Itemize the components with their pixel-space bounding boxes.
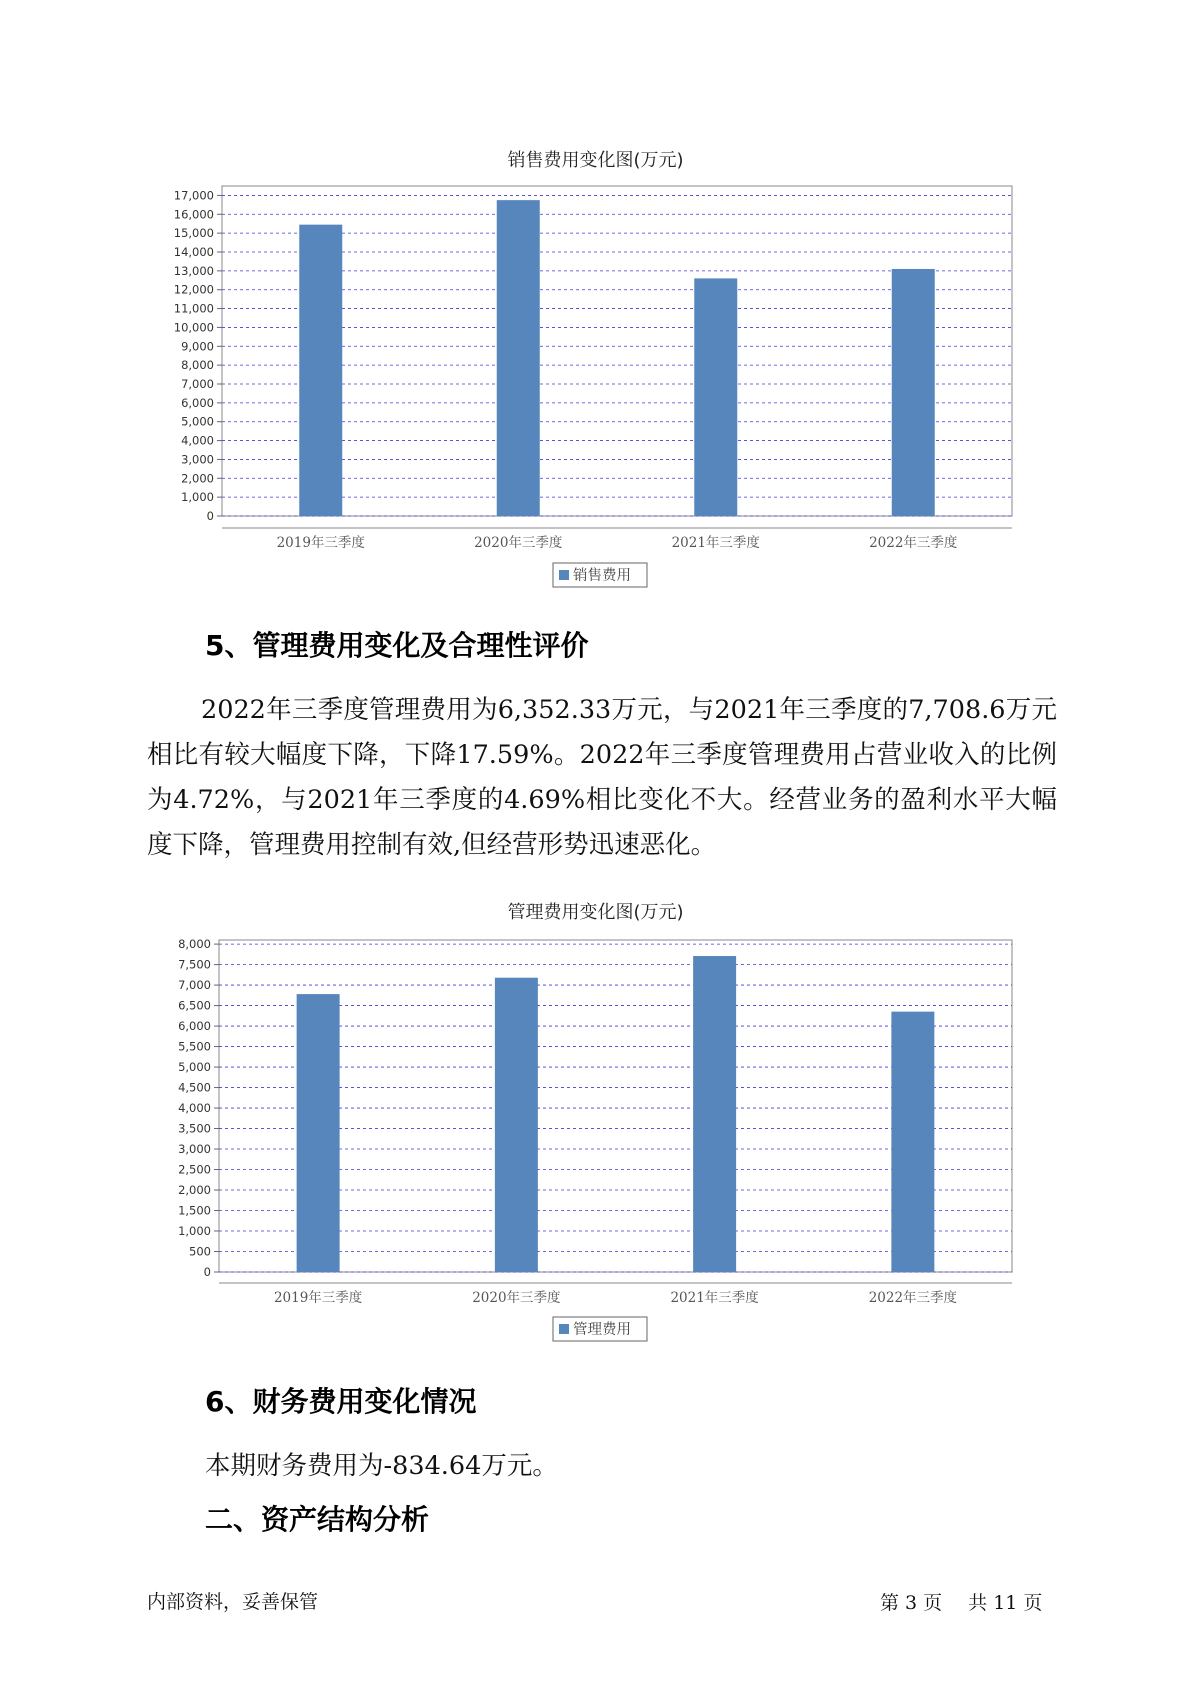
- page-total: 11: [993, 1592, 1018, 1614]
- y-tick-label: 0: [206, 509, 214, 523]
- y-tick-label: 17,000: [173, 188, 214, 203]
- bar: [891, 1012, 934, 1272]
- x-tick-label: 2021年三季度: [670, 1290, 759, 1306]
- y-tick-label: 16,000: [173, 207, 214, 222]
- page-prefix: 第: [880, 1592, 900, 1614]
- y-tick-label: 3,500: [178, 1121, 211, 1136]
- y-tick-label: 2,500: [178, 1162, 211, 1177]
- bar: [693, 956, 736, 1272]
- section2-heading: 二、资产结构分析: [205, 1503, 430, 1536]
- y-tick-label: 7,000: [178, 978, 211, 993]
- y-tick-label: 1,000: [181, 490, 214, 505]
- page-unit: 页: [923, 1592, 943, 1614]
- y-tick-label: 1,500: [178, 1203, 211, 1218]
- x-tick-label: 2022年三季度: [869, 535, 958, 551]
- y-tick-label: 2,000: [181, 471, 214, 486]
- x-tick-label: 2020年三季度: [472, 1290, 561, 1306]
- y-tick-label: 6,000: [181, 395, 214, 410]
- y-tick-label: 11,000: [173, 301, 214, 316]
- chart-title-sales: 销售费用变化图(万元): [507, 150, 684, 171]
- y-tick-label: 13,000: [173, 263, 214, 278]
- bar: [495, 978, 538, 1272]
- y-tick-label: 9,000: [181, 339, 214, 354]
- y-tick-label: 3,000: [181, 452, 214, 467]
- legend-label: 销售费用: [573, 568, 631, 584]
- total-prefix: 共: [968, 1592, 988, 1614]
- y-tick-label: 8,000: [178, 937, 211, 952]
- x-tick-label: 2019年三季度: [273, 1290, 363, 1306]
- section5-heading: 5、管理费用变化及合理性评价: [205, 629, 589, 662]
- y-tick-label: 10,000: [173, 320, 214, 335]
- y-tick-label: 4,500: [178, 1080, 211, 1095]
- y-tick-label: 7,000: [181, 377, 214, 391]
- bar: [297, 994, 340, 1272]
- y-tick-label: 15,000: [173, 226, 214, 241]
- y-tick-label: 500: [189, 1244, 211, 1259]
- x-tick-label: 2022年三季度: [868, 1290, 958, 1306]
- legend-swatch: [559, 1324, 569, 1334]
- x-tick-label: 2021年三季度: [671, 535, 760, 551]
- footer-confidential-note: 内部资料，妥善保管: [147, 1591, 319, 1613]
- legend-label: 管理费用: [573, 1322, 631, 1338]
- y-tick-label: 7,500: [178, 957, 211, 972]
- x-tick-label: 2019年三季度: [276, 535, 365, 551]
- y-tick-label: 12,000: [173, 282, 214, 297]
- y-tick-label: 0: [203, 1265, 211, 1279]
- footer-page-number: [880, 1588, 1048, 1615]
- y-tick-label: 5,000: [181, 414, 214, 429]
- legend: [553, 1317, 647, 1341]
- y-tick-label: 6,500: [178, 998, 211, 1013]
- y-tick-label: 1,000: [178, 1224, 211, 1239]
- total-unit: 页: [1023, 1592, 1043, 1614]
- y-tick-label: 4,000: [178, 1101, 211, 1116]
- section6-paragraph: 本期财务费用为-834.64万元。: [205, 1451, 558, 1481]
- x-tick-label: 2020年三季度: [474, 535, 563, 551]
- y-tick-label: 2,000: [178, 1183, 211, 1198]
- y-tick-label: 6,000: [178, 1019, 211, 1034]
- y-tick-label: 8,000: [181, 358, 214, 373]
- page-current: 3: [905, 1592, 918, 1614]
- y-tick-label: 14,000: [173, 245, 214, 259]
- y-tick-label: 5,000: [178, 1060, 211, 1075]
- section6-heading: 6、财务费用变化情况: [205, 1385, 477, 1418]
- y-tick-label: 3,000: [178, 1142, 211, 1157]
- section5-paragraph: 2022年三季度管理费用为6,352.33万元，与2021年三季度的7,708.6万元相比有较大幅度下降，下降17.59%。2022年三季度管理费用占营业收入的比例为4.72%，与2021年三季度的4.69%相比变化不大。经营业务的盈利水平大幅度下降，管理费用控制有效,但经营形势迅速恶化。: [147, 695, 1057, 860]
- y-tick-label: 4,000: [181, 433, 214, 448]
- chart-title-admin: 管理费用变化图(万元): [507, 902, 684, 923]
- y-tick-label: 5,500: [178, 1039, 211, 1054]
